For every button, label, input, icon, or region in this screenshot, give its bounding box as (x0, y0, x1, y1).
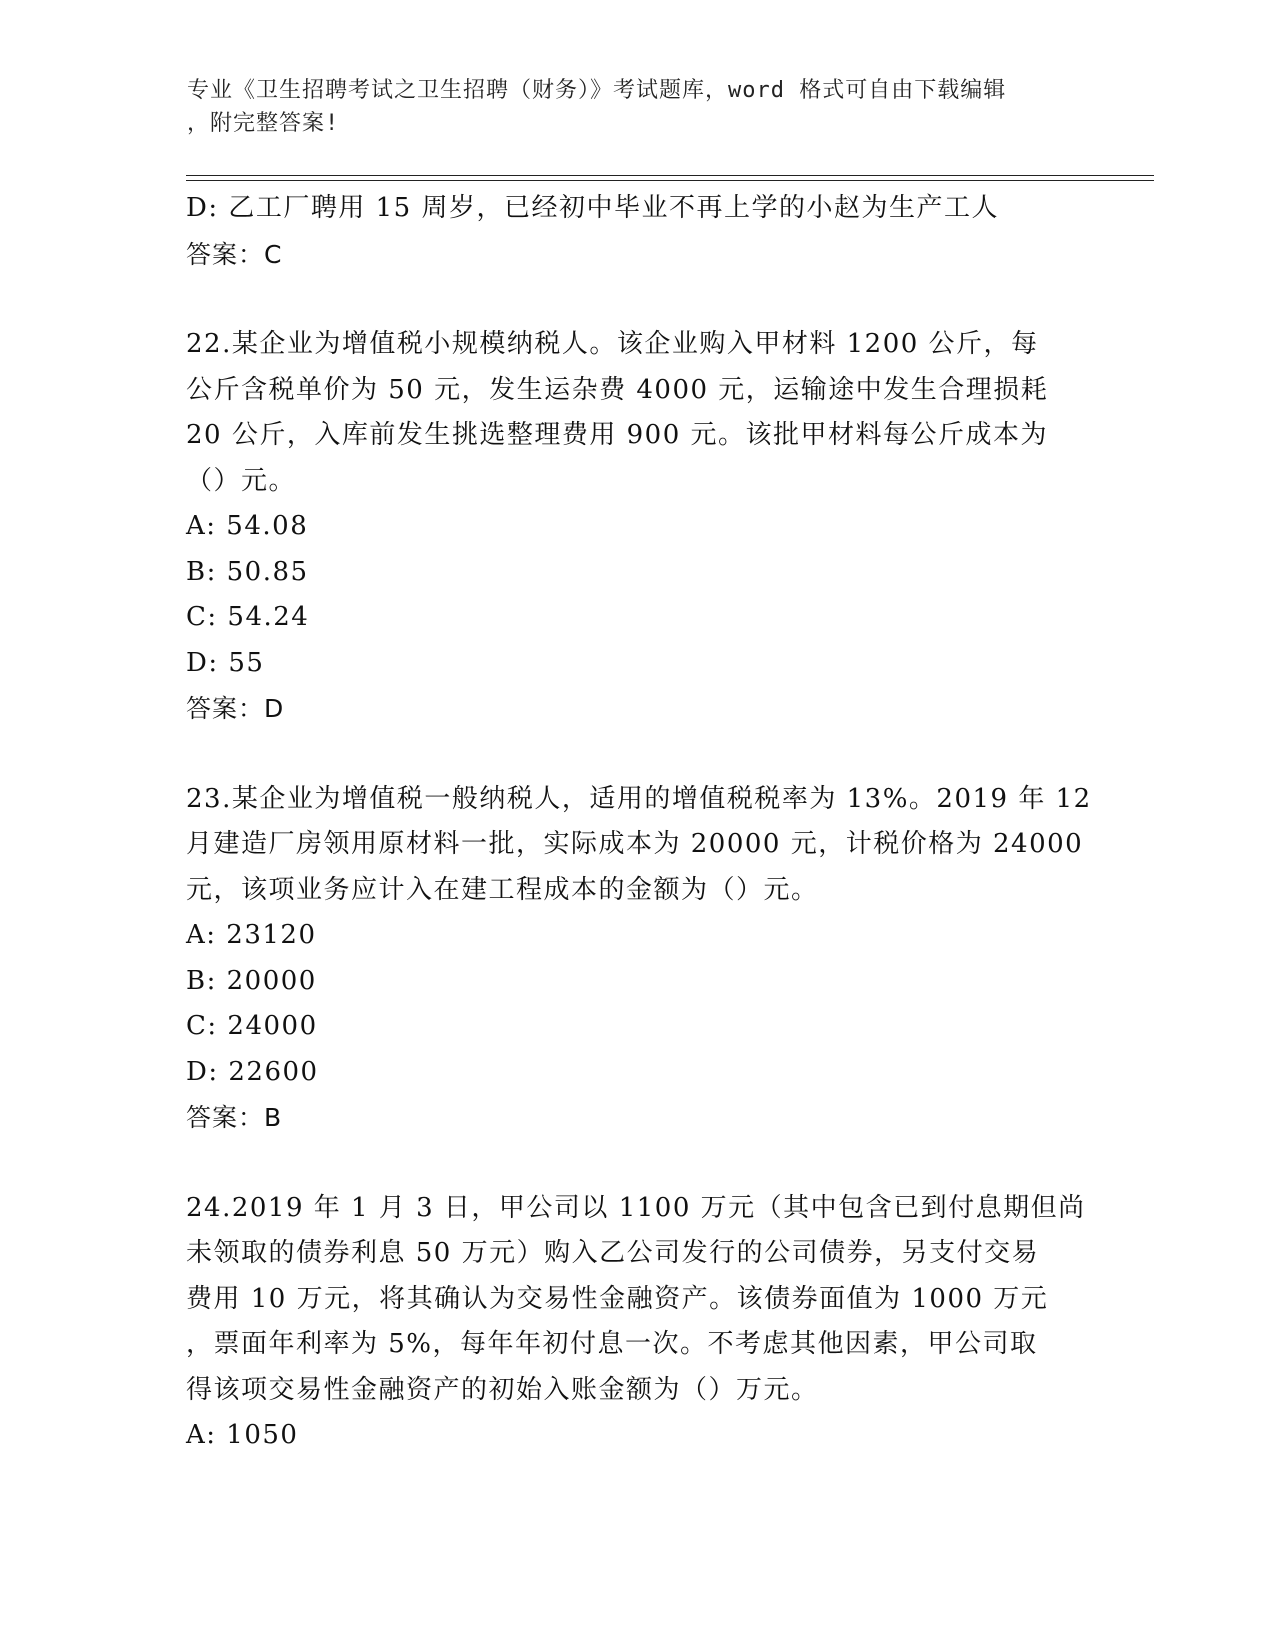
option-b: B: 50.85 (186, 556, 309, 587)
option-d: D: 22600 (186, 1056, 319, 1087)
header-rule-bottom (186, 180, 1154, 181)
question-21-tail (186, 186, 1086, 277)
header-rule-top (186, 175, 1154, 176)
question-text-line: 费用 10 万元，将其确认为交易性金融资产。该债券面值为 1000 万元 (186, 1283, 1049, 1314)
document-header (187, 74, 1067, 140)
question-text-line: 22.某企业为增值税小规模纳税人。该企业购入甲材料 1200 公斤，每 (186, 329, 1039, 359)
question-23 (186, 777, 1092, 1141)
question-text-line: ，票面年利率为 5%，每年年初付息一次。不考虑其他因素，甲公司取 (186, 1329, 1038, 1359)
question-text-line: 公斤含税单价为 50 元，发生运杂费 4000 元，运输途中发生合理损耗 (186, 374, 1049, 405)
answer: 答案：C (186, 239, 283, 269)
spacer (186, 1141, 1086, 1186)
spacer (186, 277, 1086, 322)
question-text-line: 24.2019 年 1 月 3 日，甲公司以 1100 万元（其中包含已到付息期但尚 (186, 1192, 1086, 1223)
question-text-line: 得该项交易性金融资产的初始入账金额为（）万元。 (186, 1374, 819, 1405)
option-a: A: 1050 (186, 1420, 299, 1450)
option-c: C: 24000 (186, 1011, 318, 1041)
question-text-line: 未领取的债券利息 50 万元）购入乙公司发行的公司债券，另支付交易 (186, 1238, 1040, 1268)
question-24 (186, 1186, 1086, 1459)
question-text-line: 23.某企业为增值税一般纳税人，适用的增值税税率为 13%。2019 年 12 (186, 783, 1092, 814)
document-body (186, 186, 1092, 1459)
question-22 (186, 322, 1086, 732)
header-line-1: 专业《卫生招聘考试之卫生招聘（财务）》考试题库，word 格式可自由下载编辑 (187, 78, 1007, 103)
option-a: A: 23120 (186, 920, 317, 950)
spacer (186, 732, 1086, 777)
answer: 答案：B (186, 1103, 283, 1132)
answer: 答案：D (186, 694, 285, 723)
question-text-line: 月建造厂房领用原材料一批，实际成本为 20000 元，计税价格为 24000 (186, 829, 1084, 859)
question-text-line: 元，该项业务应计入在建工程成本的金额为（）元。 (186, 874, 819, 905)
option-a: A: 54.08 (186, 511, 309, 541)
option-d: D: 55 (186, 647, 265, 678)
option-d: D: 乙工厂聘用 15 周岁，已经初中毕业不再上学的小赵为生产工人 (186, 193, 999, 223)
option-b: B: 20000 (186, 965, 317, 996)
question-text-line: 20 公斤，入库前发生挑选整理费用 900 元。该批甲材料每公斤成本为 (186, 420, 1049, 450)
option-c: C: 54.24 (186, 602, 310, 632)
question-text-line: （）元。 (186, 465, 297, 496)
header-line-2: ，附完整答案! (187, 111, 340, 136)
